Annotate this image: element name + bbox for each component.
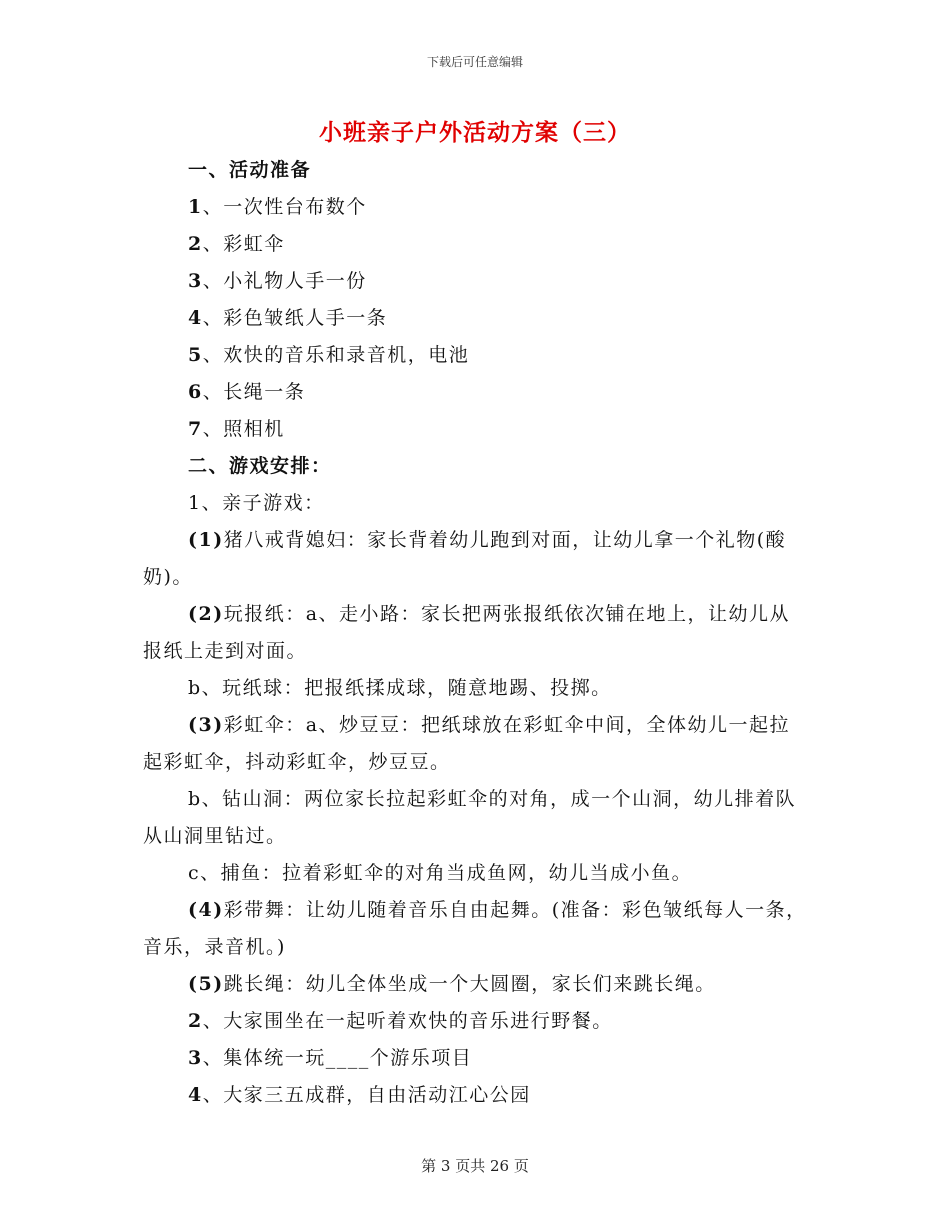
prep-item-6: 6、长绳一条: [188, 381, 306, 403]
prep-item-4: 4、彩色皱纸人手一条: [188, 307, 388, 329]
schedule-item-2: 2、大家围坐在一起听着欢快的音乐进行野餐。: [188, 1010, 613, 1032]
document-body: [143, 152, 808, 1114]
schedule-item-3: 3、集体统一玩____个游乐项目: [188, 1047, 473, 1069]
fill-in-blank: ____: [325, 1047, 370, 1069]
prep-item-1: 1、一次性台布数个: [188, 196, 367, 218]
prep-item-5: 5、欢快的音乐和录音机，电池: [188, 344, 470, 366]
game-paragraph-5: (5)跳长绳：幼儿全体坐成一个大圆圈，家长们来跳长绳。: [188, 973, 716, 995]
game-paragraph-2: (2)玩报纸：a、走小路：家长把两张报纸依次铺在地上，让幼儿从报纸上走到对面。: [143, 603, 791, 662]
prep-item-7: 7、照相机: [188, 418, 285, 440]
game-paragraph-1: (1)猪八戒背媳妇：家长背着幼儿跑到对面，让幼儿拿一个礼物(酸奶)。: [143, 529, 787, 588]
game-paragraph-3b: b、钻山洞：两位家长拉起彩虹伞的对角，成一个山洞，幼儿排着队从山洞里钻过。: [143, 788, 797, 847]
page-footer: 第 3 页共 26 页: [421, 1157, 529, 1175]
game-paragraph-3c: c、捕鱼：拉着彩虹伞的对角当成鱼网，幼儿当成小鱼。: [188, 862, 693, 884]
prep-item-3: 3、小礼物人手一份: [188, 270, 367, 292]
game-paragraph-2b: b、玩纸球：把报纸揉成球，随意地踢、投掷。: [188, 677, 612, 699]
games-subheading-parent-child: 1、亲子游戏：: [188, 492, 325, 514]
prep-item-2: 2、彩虹伞: [188, 233, 285, 255]
game-paragraph-4: (4)彩带舞：让幼儿随着音乐自由起舞。(准备：彩色皱纸每人一条，音乐，录音机。): [143, 899, 807, 958]
document-title: 小班亲子户外活动方案（三）: [319, 120, 631, 146]
game-paragraph-3: (3)彩虹伞：a、炒豆豆：把纸球放在彩虹伞中间，全体幼儿一起拉起彩虹伞，抖动彩虹伞，炒豆豆。: [143, 714, 791, 773]
section-heading-games: 二、游戏安排：: [188, 455, 332, 477]
page-header-note: 下载后可任意编辑: [426, 55, 523, 69]
section-heading-preparation: 一、活动准备: [188, 159, 312, 181]
schedule-item-4: 4、大家三五成群，自由活动江心公园: [188, 1084, 531, 1106]
